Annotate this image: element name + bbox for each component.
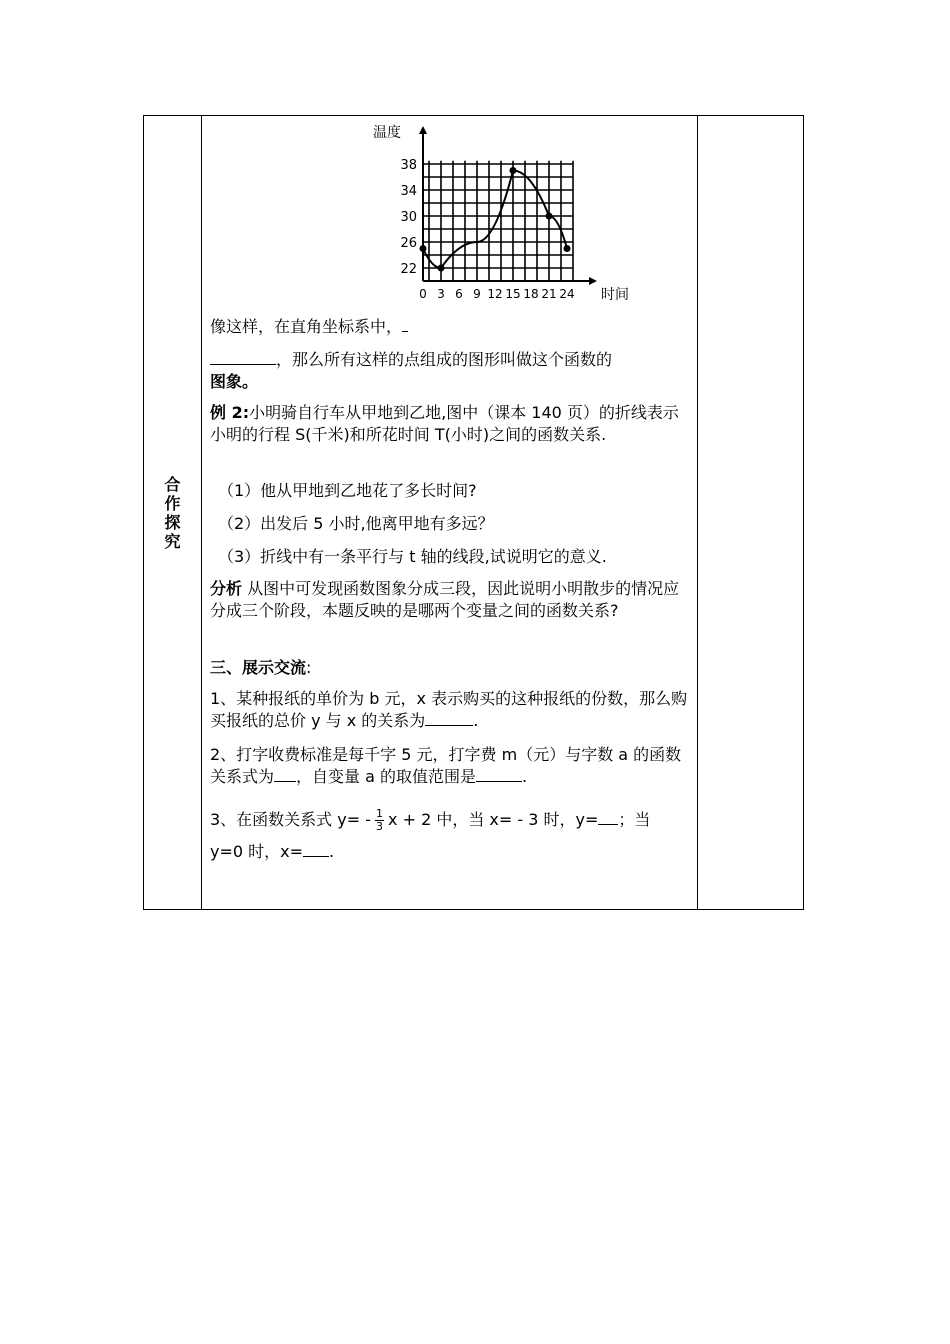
y-axis-arrow [419, 126, 427, 134]
x-tick-label: 0 [419, 287, 427, 301]
data-point [546, 213, 553, 220]
chart-svg [371, 116, 651, 316]
analysis [210, 578, 690, 622]
data-point [420, 245, 427, 252]
lesson-table [143, 115, 804, 910]
x-tick-label: 24 [559, 287, 575, 301]
item-3-end: . [329, 842, 335, 861]
y-tick-label: 38 [400, 158, 417, 173]
y-tick-label: 30 [400, 210, 417, 225]
column-divider-right [697, 116, 698, 909]
column-divider-left [201, 116, 202, 909]
y-tick-label: 26 [400, 236, 417, 251]
blank-short [402, 317, 408, 332]
section-3-colon: : [306, 658, 312, 677]
x-axis-label: 时间 [601, 287, 629, 303]
example-2 [210, 402, 690, 446]
temperature-chart [371, 116, 651, 316]
item-3 [210, 804, 690, 868]
series-line [423, 171, 567, 269]
example-label: 例 2: [210, 403, 250, 422]
question-1: （1）他从甲地到乙地花了多长时间? [218, 481, 477, 500]
blank-long [210, 350, 276, 365]
x-tick-label: 21 [541, 287, 557, 301]
analysis-label: 分析 [210, 579, 243, 598]
analysis-text: 从图中可发现函数图象分成三段，因此说明小明散步的情况应分成三个阶段，本题反映的是哪两个变量之间的函数关系? [210, 579, 680, 620]
item-2 [210, 744, 690, 788]
item-1 [210, 688, 690, 732]
side-column [144, 116, 201, 909]
item-2-text-a: 2、打字收费标准是每千字 5 元，打字费 m（元）与字数 a 的函数关系式为 [210, 745, 682, 786]
term-graph: 图象。 [210, 372, 259, 391]
item-1-end: . [473, 711, 479, 730]
question-3: （3）折线中有一条平行与 t 轴的线段,试说明它的意义. [218, 547, 607, 566]
fraction-one-third [375, 808, 384, 833]
text-line2: ，那么所有这样的点组成的图形叫做这个函数的 [276, 350, 613, 369]
item-2-end: . [522, 767, 528, 786]
x-tick-label: 6 [455, 287, 463, 301]
y-tick-label: 22 [400, 262, 417, 277]
x-tick-label: 15 [505, 287, 521, 301]
section-3-title: 三、展示交流 [210, 658, 307, 677]
item-1-text: 1、某种报纸的单价为 b 元，x 表示购买的这种报纸的份数，那么购买报纸的总价 y 与 x 的关系为 [210, 689, 688, 730]
item-2-text-b: ，自变量 a 的取值范围是 [296, 767, 476, 786]
x-tick-label: 3 [437, 287, 445, 301]
blank-answer-3a [598, 810, 618, 825]
question-2: （2）出发后 5 小时,他离甲地有多远？ [218, 514, 494, 533]
item-3-text-d: y=0 时，x= [210, 842, 304, 861]
x-tick-label: 18 [523, 287, 539, 301]
text-line1: 像这样，在直角坐标系中， [210, 317, 403, 336]
blank-answer-3b [303, 842, 329, 857]
data-point [438, 265, 445, 272]
side-label: 合作探究 [164, 474, 181, 551]
x-axis-arrow [589, 277, 597, 285]
x-tick-label: 9 [473, 287, 481, 301]
data-point [564, 245, 571, 252]
item-3-text-a: 3、在函数关系式 y= - [210, 810, 372, 829]
paragraph-graph-def [210, 349, 690, 393]
item-3-text-c: ；当 [618, 810, 651, 829]
fraction-denominator: 3 [376, 820, 384, 833]
paragraph-graph-intro [210, 316, 690, 338]
x-tick-label: 12 [487, 287, 503, 301]
blank-answer-2b [476, 767, 522, 782]
y-axis-label: 温度 [373, 125, 401, 141]
section-3-heading [210, 657, 690, 679]
example-text: 小明骑自行车从甲地到乙地,图中（课本 140 页）的折线表示小明的行程 S(千米)和所花时间 T(小时)之间的函数关系. [210, 403, 679, 444]
y-tick-label: 34 [400, 184, 417, 199]
blank-answer-1 [425, 711, 473, 726]
item-3-text-b: x + 2 中，当 x= - 3 时，y= [388, 810, 599, 829]
blank-answer-2a [274, 767, 296, 782]
data-point [510, 167, 517, 174]
fraction-numerator: 1 [376, 807, 384, 820]
